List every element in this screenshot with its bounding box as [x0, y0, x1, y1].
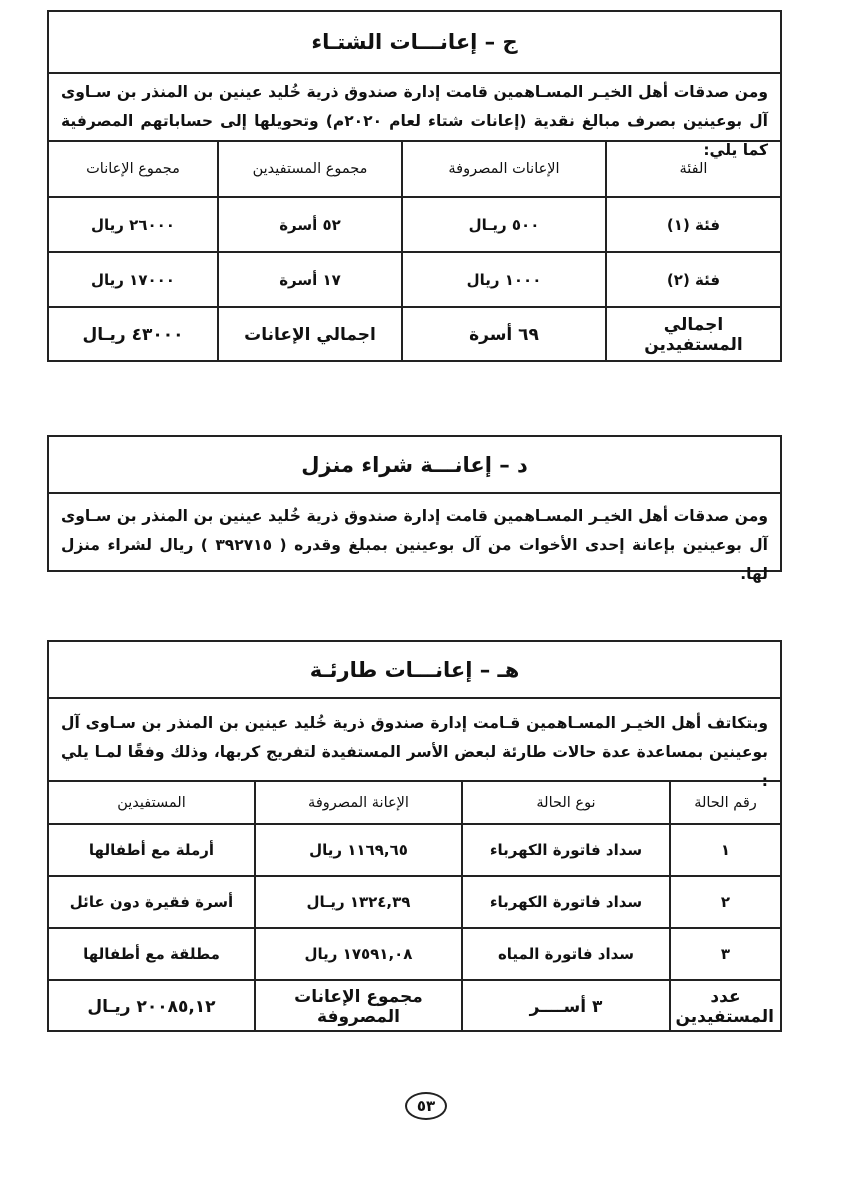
beneficiaries-count-label: عدد المستفيدين [670, 980, 780, 1032]
cell-aid-paid: ١٣٢٤,٣٩ ريـال [255, 876, 462, 928]
cell-beneficiaries: أسرة فقيرة دون عائل [49, 876, 255, 928]
cell-beneficiaries: أرملة مع أطفالها [49, 824, 255, 876]
winter-aid-section [47, 10, 782, 362]
winter-aid-table [49, 142, 780, 362]
cell-beneficiaries: مطلقة مع أطفالها [49, 928, 255, 980]
header-aid-total: مجموع الإعانات [49, 142, 218, 197]
header-beneficiaries: المستفيدين [49, 782, 255, 824]
header-beneficiaries-total: مجموع المستفيدين [218, 142, 402, 197]
cell-aid-paid: ١٧٥٩١,٠٨ ريال [255, 928, 462, 980]
total-row [49, 980, 780, 1032]
table-row [49, 876, 780, 928]
cell-aid-paid: ١٠٠٠ ريال [402, 252, 606, 307]
cell-aid-paid: ١١٦٩,٦٥ ريال [255, 824, 462, 876]
cell-beneficiaries: ١٧ أسرة [218, 252, 402, 307]
winter-aid-title: ج – إعانـــات الشتـاء [49, 12, 780, 74]
cell-case-number: ١ [670, 824, 780, 876]
emergency-aid-paragraph: وبتكاتف أهل الخيـر المسـاهمين قـامت إدارة صندوق ذرية خُليد عينين بن المنذر بن سـاوى آل بوعينين بمساعدة عدة حالات طارئة لبعض الأسر المستفيدة لتفريج كربها، وذلك وفقًا لمـا يلي : [49, 699, 780, 782]
cell-category: فئة (١) [606, 197, 780, 252]
header-aid-paid: الإعانات المصروفة [402, 142, 606, 197]
table-row [49, 252, 780, 307]
header-case-type: نوع الحالة [462, 782, 670, 824]
cell-case-type: سداد فاتورة الكهرباء [462, 876, 670, 928]
winter-aid-paragraph: ومن صدقات أهل الخيـر المسـاهمين قامت إدارة صندوق ذرية خُليد عينين بن المنذر بن سـاوى آل بوعينين بصرف مبالغ نقدية (إعانات شتاء لعام ٢٠٢٠م) وتحويلها إلى حساباتهم المصرفية كما يلي: [49, 74, 780, 142]
cell-aid-total: ١٧٠٠٠ ريال [49, 252, 218, 307]
emergency-aid-table [49, 782, 780, 1032]
header-case-number: رقم الحالة [670, 782, 780, 824]
house-aid-section [47, 435, 782, 583]
page-number: ٥٣ [405, 1092, 447, 1120]
beneficiaries-count-value: ٣ أســــر [462, 980, 670, 1032]
emergency-aid-title: هـ – إعانـــات طارئـة [49, 642, 780, 699]
total-beneficiaries-label: اجمالي المستفيدين [606, 307, 780, 362]
total-aid-label: اجمالي الإعانات [218, 307, 402, 362]
cell-aid-total: ٢٦٠٠٠ ريال [49, 197, 218, 252]
table-row [49, 197, 780, 252]
house-aid-title: د – إعانـــة شراء منزل [49, 437, 780, 494]
total-beneficiaries-value: ٦٩ أسرة [402, 307, 606, 362]
cell-case-number: ٣ [670, 928, 780, 980]
total-aid-value: ٤٣٠٠٠ ريـال [49, 307, 218, 362]
house-aid-paragraph: ومن صدقات أهل الخيـر المسـاهمين قامت إدارة صندوق ذرية خُليد عينين بن المنذر بن سـاوى آل بوعينين بإعانة إحدى الأخوات من آل بوعينين بمبلغ وقدره ( ٣٩٢٧١٥ ) ريال لشراء منزل لها. [61, 507, 768, 583]
cell-beneficiaries: ٥٢ أسرة [218, 197, 402, 252]
cell-case-type: سداد فاتورة الكهرباء [462, 824, 670, 876]
emergency-aid-section [47, 640, 782, 1032]
cell-case-type: سداد فاتورة المياه [462, 928, 670, 980]
total-row [49, 307, 780, 362]
header-category: الفئة [606, 142, 780, 197]
table-row [49, 928, 780, 980]
table-row [49, 824, 780, 876]
cell-category: فئة (٢) [606, 252, 780, 307]
total-aid-label: مجموع الإعانات المصروفة [255, 980, 462, 1032]
header-aid-paid: الإعانة المصروفة [255, 782, 462, 824]
cell-aid-paid: ٥٠٠ ريـال [402, 197, 606, 252]
cell-case-number: ٢ [670, 876, 780, 928]
total-aid-value: ٢٠٠٨٥,١٢ ريـال [49, 980, 255, 1032]
